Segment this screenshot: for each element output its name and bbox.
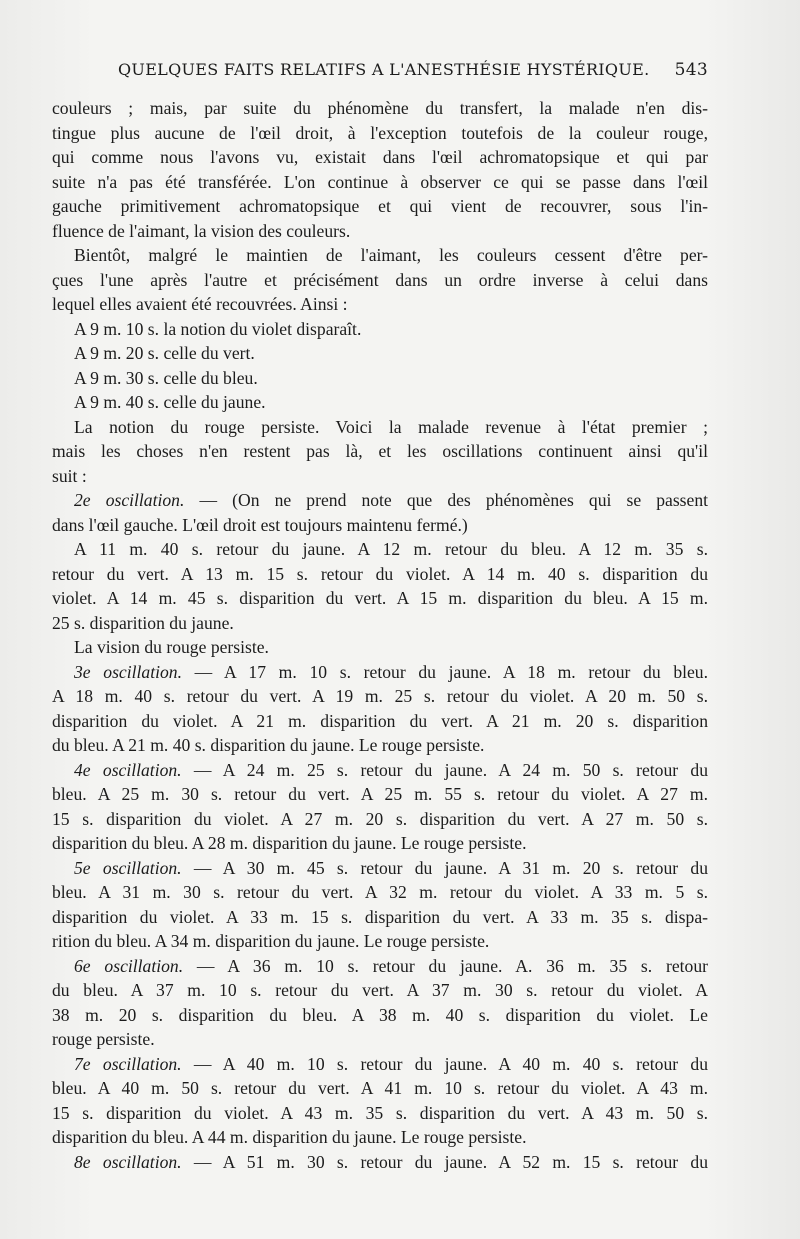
text-line: Bientôt, malgré le maintien de l'aimant, les couleurs cessent d'être per- [74,245,708,265]
text-line: La notion du rouge persiste. Voici la malade revenue à l'état premier ; [74,416,708,437]
oscillation-heading: 5e oscillation. [74,857,182,878]
text-line: rition du bleu. A 34 m. disparition du jaune. Le rouge persiste. [52,931,490,951]
text-line: A 11 m. 40 s. retour du jaune. A 12 m. retour du bleu. A 12 m. 35 s. [74,539,708,559]
text-line [52,488,708,513]
text-line [52,856,708,881]
running-title: QUELQUES FAITS RELATIFS A L'ANESTHÉSIE HYSTÉRIQUE. [118,60,650,79]
text-line: mais les choses n'en restent pas là, et les oscillations continuent ainsi qu'il [52,441,708,461]
oscillation-heading: 4e oscillation. [74,759,182,780]
text-run: — A 40 m. 10 s. retour du jaune. A 40 m. 40 s. retour du [181,1053,708,1074]
text-line [52,758,708,783]
text-line: disparition du bleu. A 28 m. disparition du jaune. Le rouge persiste. [52,833,527,853]
timeline-entry: A 9 m. 30 s. celle du bleu. [74,367,258,388]
text-line: 25 s. disparition du jaune. [52,612,234,633]
text-line: couleurs ; mais, par suite du phénomène du transfert, la malade n'en dis- [52,98,708,118]
text-line: bleu. A 25 m. 30 s. retour du vert. A 25 m. 55 s. retour du violet. A 27 m. [52,784,708,804]
text-run: — A 51 m. 30 s. retour du jaune. A 52 m. 15 s. retour du [181,1151,708,1172]
text-line: tingue plus aucune de l'œil droit, à l'exception toutefois de la couleur rouge, [52,122,708,143]
text-line: 38 m. 20 s. disparition du bleu. A 38 m. 40 s. disparition du violet. Le [52,1004,708,1025]
oscillation-heading: 2e oscillation. [74,490,185,510]
text-line: violet. A 14 m. 45 s. disparition du vert. A 15 m. disparition du bleu. A 15 m. [52,588,708,608]
text-line: 15 s. disparition du violet. A 43 m. 35 s. disparition du vert. A 43 m. 50 s. [52,1102,708,1123]
text-line: suite n'a pas été transférée. L'on continue à observer ce qui se passe dans l'œil [52,171,708,192]
text-line: A 18 m. 40 s. retour du vert. A 19 m. 25 s. retour du violet. A 20 m. 50 s. [52,686,708,706]
text-line: rouge persiste. [52,1029,155,1049]
timeline-entry: A 9 m. 20 s. celle du vert. [74,343,255,363]
oscillation-heading: 3e oscillation. [74,661,182,682]
page-number: 543 [674,60,708,80]
timeline-entry: A 9 m. 40 s. celle du jaune. [74,392,266,412]
text-line: fluence de l'aimant, la vision des couleurs. [52,220,351,241]
text-line: bleu. A 31 m. 30 s. retour du vert. A 32 m. retour du violet. A 33 m. 5 s. [52,882,708,902]
oscillation-heading: 6e oscillation. [74,955,184,976]
text-line: lequel elles avaient été recouvrées. Ainsi : [52,294,348,314]
text-line: du bleu. A 37 m. 10 s. retour du vert. A 37 m. 30 s. retour du violet. A [52,980,708,1000]
text-run: — A 17 m. 10 s. retour du jaune. A 18 m. retour du bleu. [181,661,709,682]
text-line: disparition du violet. A 21 m. disparition du vert. A 21 m. 20 s. disparition [52,710,708,731]
text-line: disparition du bleu. A 44 m. disparition du jaune. Le rouge persiste. [52,1127,527,1147]
text-line [52,660,708,685]
text-line: dans l'œil gauche. L'œil droit est toujours maintenu fermé.) [52,514,468,535]
oscillation-heading: 7e oscillation. [74,1053,182,1074]
text-line: suit : [52,465,87,486]
text-run: — A 30 m. 45 s. retour du jaune. A 31 m. 20 s. retour du [181,857,708,878]
text-run: — A 36 m. 10 s. retour du jaune. A. 36 m. 35 s. retour [183,955,709,976]
text-line: 15 s. disparition du violet. A 27 m. 20 s. disparition du vert. A 27 m. 50 s. [52,808,708,829]
text-line: disparition du violet. A 33 m. 15 s. disparition du vert. A 33 m. 35 s. dispa- [52,906,708,927]
body-text [52,96,708,1174]
text-line: bleu. A 40 m. 50 s. retour du vert. A 41 m. 10 s. retour du violet. A 43 m. [52,1078,708,1098]
text-line: çues l'une après l'autre et précisément dans un ordre inverse à celui dans [52,269,708,290]
text-line: retour du vert. A 13 m. 15 s. retour du violet. A 14 m. 40 s. disparition du [52,563,708,584]
text-run: — A 24 m. 25 s. retour du jaune. A 24 m. 50 s. retour du [181,759,708,780]
timeline-entry: A 9 m. 10 s. la notion du violet disparaît. [74,318,362,339]
text-line: La vision du rouge persiste. [74,637,269,657]
text-line [52,1052,708,1077]
text-line: gauche primitivement achromatopsique et qui vient de recouvrer, sous l'in- [52,196,708,216]
oscillation-heading: 8e oscillation. [74,1151,182,1172]
text-line: qui comme nous l'avons vu, existait dans l'œil achromatopsique et qui par [52,147,708,167]
text-run: — (On ne prend note que des phénomènes qui se passent [184,490,709,510]
text-line: du bleu. A 21 m. 40 s. disparition du jaune. Le rouge persiste. [52,735,485,755]
text-line [52,1150,708,1175]
text-line [52,954,708,979]
